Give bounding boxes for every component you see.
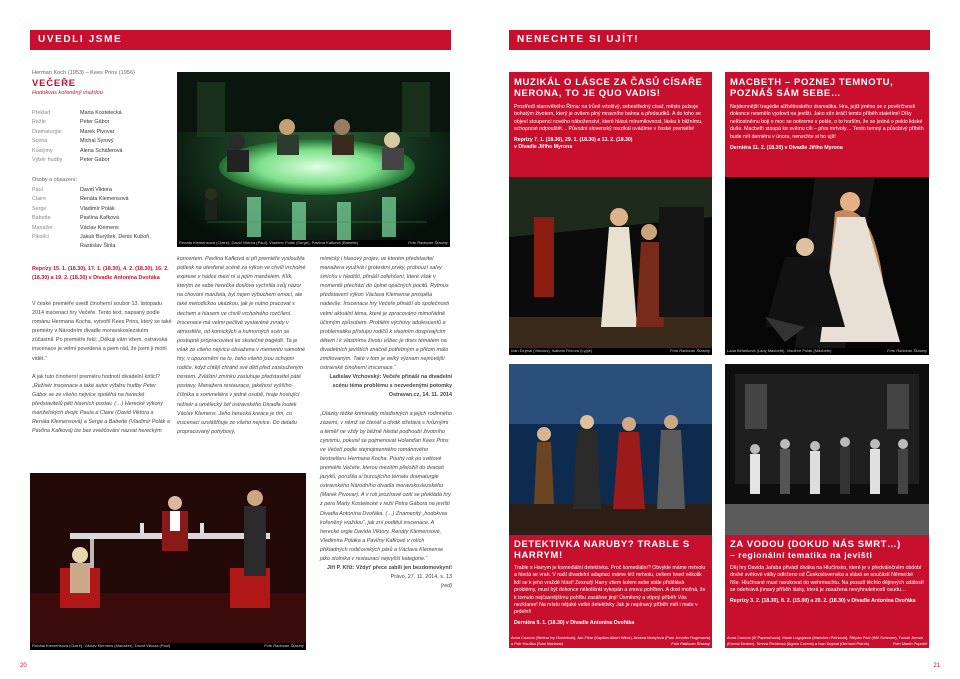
credits-row xyxy=(32,147,123,156)
credits-row xyxy=(32,137,123,146)
mid-col2-source-pub: Ostravan.cz, 14. 11. 2014 xyxy=(388,392,452,399)
mid-column-1: koncertem. Pavlína Kafková si při premiéře vysloužila potlesk na otevřené scéně za výkon ve chvíli vrcholné exprese v hádce mezi ní a jejím manželem. Klík, kterým ze sebe herečka doslova vychrlila svůj názor na chování manžela, byl nejen výbuchem emocí, ale také metodickou ukázkou, jak je nutno pracovat s dechem a hlasem ve chvíli vrcholného rozčílení. Inscenace má velmi pečlivě vystavěné zvraty v atmosféře, od komických a humorných scén se postupně propracovává ke skutečné tragédii. Ta je však ze všeho nejvíce obsažena v mementu samotné hry, v upozornění na to, čeho všeho jsou schopni rodiče, když chtějí chránit své děti před zaslouženým trestem. Zvláštní zmínku zasluhuje představitel páté postavy, Manažera restaurace, jakéhosi vyššího číšníka a sommeliéra v jedné osobě, hraje hostující režisér a umělecký šéf ostravského Divadla loutek Václav Klemens. Jeho herecká kreace je tím, co inscenaci ozvláštňuje ze všeho nejvíce. Do detailu propracovaný pohybový, xyxy=(177,256,306,435)
right-section-banner: NENECHTE SI UJÍT! xyxy=(509,30,930,50)
credits-role: Kostýmy xyxy=(32,147,53,154)
credits-role: Scéna xyxy=(32,138,48,145)
credits-role: Překlad xyxy=(32,110,51,116)
play-subtitle: Hodokvas kořeněný vraždou xyxy=(32,90,103,96)
detektivka-caption: Anna Cónová (Slečna Ivy Gravelová), Jan Fišar (Kapitán Albert Wiles), Andrea Mohylová (Paní Jennifer Rogersová) a Petr Houška (Sam Marlowe) xyxy=(511,635,711,646)
photo-bottom-caption-bar xyxy=(30,643,306,650)
macbeth-credit: Foto Radovan Šťastný xyxy=(887,348,927,353)
credits-name: Marta Kostelecká xyxy=(80,110,122,116)
photo-quo-vadis xyxy=(509,177,712,348)
detektivka-text: Trable s Harrym je komediální detektivka. Proč komediální? Obvykle máme mrtvolu a hledá se vrah. V naší divadelní adaptaci máme též mrtvolu, ovšem hned několik lidí se k jeho vraždě hlásí! Zesnulý Harry všem kolem sebe stále přidělává problémy, musí být dokonce několikrát vykopán a znovu pohřben. A dost možná, že k tomuto nejčasnějšímu pohřbu zasáhne jiný! Úsměvný a vtipný příběh Vás nezklame! Na místo nějaké velké detektivky Jak je napínavý příběh měl i mate v prdelní! xyxy=(514,565,706,616)
reprizy-left: Reprízy 15. 1. (18.30), 17. 1. (18.30), 4. 2. (18.30), 16. 2. (18.30) a 19. 2. (18.30) v Divadle Antonína Dvořáka xyxy=(32,266,169,281)
play-authors: Herman Koch (1953) – Kees Prins (1956) xyxy=(32,70,135,76)
musical-venue: v Divadle Jiřího Myrona xyxy=(514,144,573,151)
cast-name: Jakub Burýšek, Denis Kuboň, Rastislav Širila xyxy=(80,234,151,250)
mid-col2-source-title: Ladislav Vrchovský: Večeře přináší na divadelní scénu téma problému s nezvedenými potomky xyxy=(329,374,452,390)
musical-box xyxy=(509,72,712,177)
musical-text: Prostředí starověkého Říma: na trůně vrtošivý, sebestředný císař, město pulsuje bohatým životem, který je ovšem plný mravního bahna a předsudků. A do toho se objeví stoupenci nového náboženství, které hlásá mírumilovnost, lásku k bližnímu, schopnost odpouštět… Původní slovenský muzikál uvádíme v české premiéře! xyxy=(514,104,703,133)
credits-row xyxy=(32,109,123,118)
macbeth-dates: Derniéra 11. 2. (18.30) v Divadle Jiřího Myrona xyxy=(730,145,843,152)
photo-top-caption: Renáta Klemensová (Claire), David Viktora (Paul), Vladimír Polák (Serge), Pavlína Kafková (Babette) xyxy=(179,240,359,245)
zavodou-credit: Foto Martin Popelář xyxy=(892,641,927,646)
mid-col2-text: mimický i hlasový projev, ve kterém představitel manažera využívá i groteskní prvky, probouzí salvy smíchu v hledišti, přináší odlehčení, které však v momentě přechází do úplné opačných pocitů. Rytmus představení výkon Václava Klemense prospěla nadevše. Inscenace hry Večeře přináší do společnosti velmi aktuální téma, které je zpracováno mimořádně účinným způsobem. Problém výchovy adolescentů a problematika přístupu rodičů k vlastním dospívajícím dětem i k vlastnímu životu vůbec je dnes tématem na divadelních jevištích značně potřebným a přitom málo zmiňovaným. Také v tom je velký význam nejnovější ostravské činoherní inscenace.“ xyxy=(320,256,449,372)
quo-vadis-illustration xyxy=(509,177,712,348)
left-col-p2: A jak tuto činoherní premiéru hodnotí divadelní kritici? xyxy=(32,373,160,380)
left-col-p3: „Režisér inscenace a také autor výběru hudby Peter Gábor se ze všeho nejvíce spoléhá na herecké představitelů pěti hlavních postav. (…) Herecké výkony manželských dvojic Paula a Claire (David Viktora a Renáta Klemensová) a Serge a Babette (Vladimír Polák a Pavlína Kafková) lze bez zveličování nazvat hereckým xyxy=(32,382,170,435)
photo-bottom-credit: Foto Radovan Šťastný xyxy=(264,643,304,648)
macbeth-caption: Lada Bělašková (Lady Macbeth), Vladimír Polák (Macbeth) xyxy=(727,348,832,353)
page-number-right: 21 xyxy=(933,663,940,669)
cast-role: Pikolíci xyxy=(32,234,50,241)
mid-col2-source3: Jiří P. Kříž: Vždyť přece zabili jen bezdomovkyni! xyxy=(326,565,452,572)
credits-name: Peter Gábor xyxy=(80,119,110,126)
credits-name: Peter Gábor xyxy=(80,157,110,164)
cast-name: Václav Klemens xyxy=(80,224,119,231)
zavodou-title: ZA VODOU (DOKUD NÁS SMRT…) xyxy=(730,539,901,550)
musical-caption: Ivan Dejmal (Vinicius), Isabela Firková (Lygie) xyxy=(511,348,593,353)
left-col-p1: V české premiéře uvedl činoherní soubor 13. listopadu 2014 inscenaci hry Večeře. Tento text, napsaný podle románu Hermana Kocha, vytvořil Kees Prins, který se také premiéry v Národním divadle moravskoslezském zúčastnil. Po premiéře řekl: „Děkuji vám všem, ostravská inscenace je velmi povedená a jsem rád, že jsem ji mohl vidět.“ xyxy=(32,301,172,362)
musical-title: MUZIKÁL O LÁSCE ZA ČASŮ CÍSAŘE NERONA, TO JE QUO VADIS! xyxy=(514,77,703,99)
cast-role: Claire xyxy=(32,196,47,203)
mid-column-2 xyxy=(320,255,452,591)
zavodou-dates: Reprízy 3. 2. (18.30), 8. 2. (15.00) a 20. 2. (18.30) v Divadle Antonína Dvořáka xyxy=(730,597,916,604)
musical-credit: Foto Radovan Šťastný xyxy=(670,348,710,353)
credits-row xyxy=(32,118,123,127)
cast-role: Babette xyxy=(32,215,51,222)
detektivka-title: DETEKTIVKA NARUBY? TRABLE S HARRYM! xyxy=(514,539,690,561)
cast-role: Serge xyxy=(32,205,47,212)
zavodou-caption: Anna Cónová (El Papeschová), Marie Logojdová (Marichen Petrková), Štěpán Pácl (Wili Schewer), Tomáš Jirman (Ernest Decker), Tereza Richtrová (Agnes Czerná) a Ivan Dejmal (Gerhard Petrek) xyxy=(727,635,923,646)
mid-col2b-text: „Otázky těžké kriminality mladistvých a jejich rodinného zázemí, v němž se čtenář a divák střetává s hrůznými a téměř ne vždy by běžně hledat podhoubí životního cynismu, pokusil se pojmenovat Holanďan Kees Prins ve Večeři podle stejnojmenného románového bestselleru Hermana Kocha. Pouhý rok po světové premiéře Večeře, kterou mezitím přeložili do dvaceti jazyků, porušila si burcujícího tématu dramaturgie ostravského Národního divadla moravskoslezského (Marek Pivovar). A v roli prozíravé ozití se překládá hry z pera Marty Kostelecké v režii Petra Gábora na jevišti Divadla Antonína Dvořáka. (…) Znamenitý „hodokvas kořeněný vraždou“, jak zní podtitul inscenace. A herecké orgie Davida Viktory, Renáty Klemensové, Vladimíra Poláka a Pavlíny Kafkové v rolích příkladných rodičovských párů a Václava Klemense jako stolníka v restauraci nejvyšší kategorie.“ xyxy=(320,410,452,562)
detektivka-box xyxy=(509,535,712,635)
credits-table xyxy=(32,109,123,165)
credits-role: Dramaturgie xyxy=(32,128,62,135)
mid-col2-red: (red) xyxy=(440,583,452,590)
musical-caption-bar xyxy=(509,348,712,355)
cast-name: Vladimír Polák xyxy=(80,205,115,212)
photo-macbeth xyxy=(725,177,929,348)
macbeth-caption-bar xyxy=(725,348,929,355)
musical-dates: Reprízy 7. 1. (18.30), 29. 1. (18.30) a 13. 2. (18.30) xyxy=(514,136,633,143)
page-number-left: 20 xyxy=(20,663,27,669)
cast-row xyxy=(32,224,172,233)
mid-col2-source4: Právo, 27. 11. 2014, s. 13 xyxy=(390,574,452,581)
restaurant-scene-illustration xyxy=(30,473,306,643)
cast-row xyxy=(32,195,172,204)
left-section-banner: UVEDLI JSME xyxy=(30,30,451,50)
left-column-text xyxy=(32,300,172,436)
macbeth-text: Nejdemnější tragédie alžbětinského dramatika. Hra, jejíž jméno se z pověrčivosti dokonce nesmělo vyslovit na jevišti. Jako stín kráčí temto příběh staletími! Díky nelítostnému boji o moc se ootireme v pekle, o to horším, že se jedná o peklo lidské duše. Macbeth stoupá ke svému cíli – přes mrtvoly… Tento temný a působivý příběh bude mít derniéru v únoru, nenechte si ho ujít! xyxy=(730,104,924,140)
zavodou-subtitle: – regionální tematika na jevišti xyxy=(730,550,873,560)
cast-row xyxy=(32,186,172,195)
cast-row xyxy=(32,214,172,223)
cast-name: David Viktora xyxy=(80,187,112,193)
detektivka-caption-bar xyxy=(509,635,712,648)
detektivka-credit: Foto Radovan Šťastný xyxy=(671,641,710,646)
zavodou-box xyxy=(725,535,929,635)
credits-role: Výběr hudby xyxy=(32,157,63,164)
dinner-scene-illustration xyxy=(177,72,450,247)
credits-row xyxy=(32,128,123,137)
cast-table xyxy=(32,186,172,252)
credits-name: Marek Pivovar xyxy=(80,128,115,135)
photo-top-caption-bar xyxy=(177,240,450,247)
credits-name: Michal Syrový xyxy=(80,138,114,145)
photo-bottom-caption: Renáta Klemensová (Claire), Václav Klemens (Manažer), David Viktora (Paul) xyxy=(32,643,171,648)
zavodou-text: Děj hry Davida Jařaba přivádí diváka na Hlučínsko, které je v předválečném období druhé světové války odtrženo od Československa a stává se součástí Německé říše. Hlučínané musí narukovat do wehrmachtu. Na pozadí těchto dějinných událostí se odehrává jímavý příběh lásky, která je zasažena nevyhnutelností osudu… xyxy=(730,565,924,594)
cast-heading: Osoby a obsazení: xyxy=(32,177,77,183)
photo-restaurant xyxy=(30,473,306,643)
cast-role: Paul xyxy=(32,187,43,193)
photo-top-credit: Foto Radovan Šťastný xyxy=(408,240,448,245)
detektivka-dates: Derniéra 9. 1. (18.30) v Divadle Antonína Dvořáka xyxy=(514,619,635,626)
credits-name: Alena Schäferová xyxy=(80,147,123,154)
macbeth-illustration xyxy=(725,177,929,348)
macbeth-title: MACBETH – POZNEJ TEMNOTU, POZNÁŠ SÁM SEBE… xyxy=(730,77,894,99)
trable-harrym-illustration xyxy=(509,364,712,535)
play-title: VEČEŘE xyxy=(32,78,76,89)
cast-name: Renáta Klemensová xyxy=(80,196,129,203)
macbeth-box xyxy=(725,72,929,177)
photo-za-vodou xyxy=(725,364,929,535)
photo-trable-harrym xyxy=(509,364,712,535)
za-vodou-illustration xyxy=(725,364,929,535)
cast-name: Pavlína Kafková xyxy=(80,215,119,222)
photo-dinner-table xyxy=(177,72,450,247)
cast-row xyxy=(32,205,172,214)
credits-row xyxy=(32,156,123,165)
cast-row xyxy=(32,233,172,252)
zavodou-caption-bar xyxy=(725,635,929,648)
cast-role: Manažer xyxy=(32,224,53,231)
credits-role: Režie xyxy=(32,119,46,126)
